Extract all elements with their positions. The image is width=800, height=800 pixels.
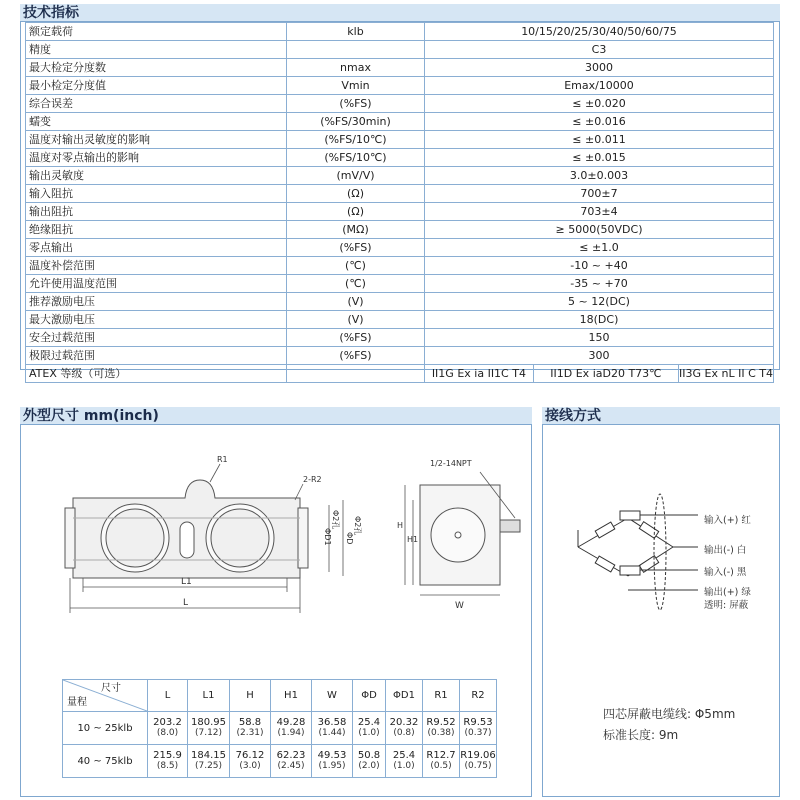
spec-unit: (%FS) [287, 239, 425, 257]
spec-row [26, 131, 774, 149]
spec-row [26, 185, 774, 203]
corner-top-label: 尺寸 [101, 683, 121, 694]
length-note: 标准长度: 9m [603, 728, 679, 742]
diameter-labels [323, 500, 363, 576]
dimension-mm: 36.58 [317, 717, 347, 728]
dimension-mm: 49.53 [317, 750, 347, 761]
dimension-cell [423, 745, 460, 778]
spec-name: 安全过载范围 [26, 329, 287, 347]
side-view [65, 480, 308, 578]
spec-name: 极限过载范围 [26, 347, 287, 365]
atex-option-2: II1D Ex iaD20 T73℃ [534, 365, 679, 382]
spec-unit: (V) [287, 293, 425, 311]
dimension-inch: (1.95) [318, 761, 346, 771]
col-header: H1 [271, 680, 312, 712]
dimension-cell [312, 745, 353, 778]
dimension-cell [353, 745, 386, 778]
label-r1: R1 [217, 455, 228, 464]
spec-value: ≤ ±1.0 [425, 239, 774, 257]
col-header: W [312, 680, 353, 712]
col-header: ΦD1 [386, 680, 423, 712]
spec-unit: (%FS) [287, 95, 425, 113]
spec-name: 蠕变 [26, 113, 287, 131]
spec-row [26, 257, 774, 275]
dimension-cell [188, 745, 230, 778]
dimension-cell [230, 712, 271, 745]
dimension-mm: 25.4 [392, 750, 416, 761]
dimension-mm: R12.7 [426, 750, 456, 761]
spec-name: 额定载荷 [26, 23, 287, 41]
label-r2: 2-R2 [303, 475, 322, 484]
atex-row [26, 365, 774, 383]
spec-name: 温度补偿范围 [26, 257, 287, 275]
dimension-inch: (1.94) [277, 728, 305, 738]
spec-row [26, 275, 774, 293]
dimension-inch: (8.5) [156, 761, 179, 771]
spec-unit: (%FS/10℃) [287, 131, 425, 149]
range-cell: 40 ~ 75klb [63, 745, 148, 778]
col-header: R2 [460, 680, 497, 712]
dimension-cell [271, 745, 312, 778]
spec-row [26, 77, 774, 95]
spec-name: 温度对输出灵敏度的影响 [26, 131, 287, 149]
spec-unit: (℃) [287, 275, 425, 293]
spec-name: 最小检定分度值 [26, 77, 287, 95]
spec-row [26, 239, 774, 257]
spec-unit: klb [287, 23, 425, 41]
spec-section-title: 技术指标 [23, 5, 79, 21]
wire-label-4: 输出(+) 绿 [704, 587, 751, 598]
wire-label-3: 输入(-) 黑 [704, 567, 747, 578]
spec-value: 150 [425, 329, 774, 347]
spec-value: 3000 [425, 59, 774, 77]
dimension-cell [271, 712, 312, 745]
spec-unit: (%FS) [287, 329, 425, 347]
spec-row [26, 113, 774, 131]
wire-label-5: 透明: 屏蔽 [704, 600, 749, 611]
spec-name: 输出灵敏度 [26, 167, 287, 185]
dimension-mm: 76.12 [235, 750, 265, 761]
label-d1-hole: Φ2孔 [331, 510, 340, 530]
load-cell-drawing [25, 450, 525, 630]
spec-value: ≤ ±0.020 [425, 95, 774, 113]
spec-value: ≤ ±0.016 [425, 113, 774, 131]
dimension-inch: (2.31) [236, 728, 264, 738]
end-view [405, 472, 520, 595]
spec-value: 700±7 [425, 185, 774, 203]
dimension-table-header [63, 680, 497, 712]
spec-row [26, 23, 774, 41]
wiring-section-header [542, 407, 780, 425]
dimension-cell [148, 712, 188, 745]
spec-unit: (V) [287, 311, 425, 329]
spec-value: 5 ~ 12(DC) [425, 293, 774, 311]
dimension-mm: 50.8 [357, 750, 381, 761]
dimension-mm: 62.23 [276, 750, 306, 761]
dimension-inch: (0.37) [464, 728, 492, 738]
spec-name: 输入阻抗 [26, 185, 287, 203]
spec-value: C3 [425, 41, 774, 59]
col-header: R1 [423, 680, 460, 712]
spec-unit: (℃) [287, 257, 425, 275]
dimension-inch: (1.0) [358, 728, 380, 738]
dimension-inch: (2.0) [358, 761, 380, 771]
label-d: ΦD [345, 532, 354, 545]
dimension-mm: 20.32 [389, 717, 419, 728]
dimension-inch: (0.5) [430, 761, 452, 771]
col-header: H [230, 680, 271, 712]
spec-value: 10/15/20/25/30/40/50/60/75 [425, 23, 774, 41]
spec-value: 3.0±0.003 [425, 167, 774, 185]
spec-value: 300 [425, 347, 774, 365]
spec-unit: (Ω) [287, 185, 425, 203]
dimension-cell [312, 712, 353, 745]
dimension-mm: 203.2 [153, 717, 182, 728]
dimension-cell [386, 745, 423, 778]
dimension-cell [230, 745, 271, 778]
spec-unit [287, 41, 425, 59]
spec-unit: (%FS/10℃) [287, 149, 425, 167]
cable-note: 四芯屏蔽电缆线: Φ5mm [603, 707, 736, 721]
spec-value: ≤ ±0.011 [425, 131, 774, 149]
spec-row [26, 167, 774, 185]
wire-label-2: 输出(-) 白 [704, 545, 747, 556]
atex-option-1: II1G Ex ia II1C T4 [425, 365, 534, 382]
spec-row [26, 293, 774, 311]
label-d-hole: Φ2孔 [353, 516, 362, 536]
dimension-inch: (7.12) [194, 728, 223, 738]
dimension-mm: 58.8 [238, 717, 262, 728]
spec-name: 零点输出 [26, 239, 287, 257]
dimension-row [63, 712, 497, 745]
spec-table [25, 22, 774, 383]
dimension-inch: (3.0) [239, 761, 261, 771]
spec-row [26, 203, 774, 221]
wiring-diagram [568, 490, 698, 610]
spec-unit: (MΩ) [287, 221, 425, 239]
label-npt: 1/2-14NPT [430, 459, 472, 468]
label-h1: H1 [407, 535, 419, 544]
spec-value: ≥ 5000(50VDC) [425, 221, 774, 239]
dimension-mm: 180.95 [191, 717, 226, 728]
spec-row [26, 95, 774, 113]
dimension-mm: 215.9 [153, 750, 182, 761]
dimension-cell [386, 712, 423, 745]
dimension-inch: (0.75) [464, 761, 492, 771]
label-d1: ΦD1 [323, 528, 332, 546]
spec-value: ≤ ±0.015 [425, 149, 774, 167]
spec-row [26, 347, 774, 365]
spec-name: 输出阻抗 [26, 203, 287, 221]
dimension-table [62, 679, 497, 778]
range-cell: 10 ~ 25klb [63, 712, 148, 745]
spec-row [26, 41, 774, 59]
col-header: L [148, 680, 188, 712]
label-l: L [183, 598, 189, 608]
wiring-section-title: 接线方式 [545, 408, 601, 424]
spec-value: 18(DC) [425, 311, 774, 329]
spec-row [26, 149, 774, 167]
dimension-mm: R19.06 [460, 750, 496, 761]
dimension-cell [460, 712, 497, 745]
spec-value: 703±4 [425, 203, 774, 221]
wire-label-1: 输入(+) 红 [704, 515, 751, 526]
atex-label: ATEX 等级（可选） [26, 365, 287, 383]
dimension-inch: (1.44) [318, 728, 346, 738]
col-header: L1 [188, 680, 230, 712]
spec-unit: Vmin [287, 77, 425, 95]
spec-name: 绝缘阻抗 [26, 221, 287, 239]
spec-name: 最大检定分度数 [26, 59, 287, 77]
col-header: ΦD [353, 680, 386, 712]
dimension-mm: 49.28 [276, 717, 306, 728]
spec-unit: (mV/V) [287, 167, 425, 185]
dimension-section-title: 外型尺寸 mm(inch) [23, 408, 159, 424]
spec-name: 精度 [26, 41, 287, 59]
spec-name: 温度对零点输出的影响 [26, 149, 287, 167]
spec-row [26, 311, 774, 329]
dimension-inch: (1.0) [393, 761, 415, 771]
dimension-mm: R9.52 [426, 717, 456, 728]
dimension-inch: (7.25) [194, 761, 223, 771]
spec-value: Emax/10000 [425, 77, 774, 95]
spec-unit: (Ω) [287, 203, 425, 221]
label-h: H [397, 521, 404, 530]
spec-row [26, 329, 774, 347]
dimension-cell [148, 745, 188, 778]
spec-name: 综合误差 [26, 95, 287, 113]
spec-unit: nmax [287, 59, 425, 77]
spec-value: -10 ~ +40 [425, 257, 774, 275]
spec-unit: (%FS) [287, 347, 425, 365]
spec-name: 推荐激励电压 [26, 293, 287, 311]
dimension-inch: (0.38) [427, 728, 455, 738]
label-w: W [455, 601, 464, 611]
spec-unit: (%FS/30min) [287, 113, 425, 131]
dimension-cell [423, 712, 460, 745]
spec-section-header [20, 4, 780, 22]
corner-bottom-label: 量程 [67, 697, 87, 708]
corner-cell [63, 680, 148, 712]
dimension-inch: (0.8) [393, 728, 415, 738]
dimension-section-header [20, 407, 532, 425]
dimension-mm: 184.15 [191, 750, 226, 761]
spec-row [26, 221, 774, 239]
dimension-inch: (2.45) [277, 761, 305, 771]
spec-name: 允许使用温度范围 [26, 275, 287, 293]
dimension-cell [353, 712, 386, 745]
dimension-cell [460, 745, 497, 778]
spec-name: 最大激励电压 [26, 311, 287, 329]
spec-row [26, 59, 774, 77]
dimension-row [63, 745, 497, 778]
dimension-mm: R9.53 [463, 717, 493, 728]
label-l1: L1 [181, 577, 192, 587]
spec-value: -35 ~ +70 [425, 275, 774, 293]
dimension-mm: 25.4 [357, 717, 381, 728]
dimension-inch: (8.0) [156, 728, 179, 738]
atex-option-3: II3G Ex nL II C T4 [679, 367, 773, 380]
dimension-cell [188, 712, 230, 745]
